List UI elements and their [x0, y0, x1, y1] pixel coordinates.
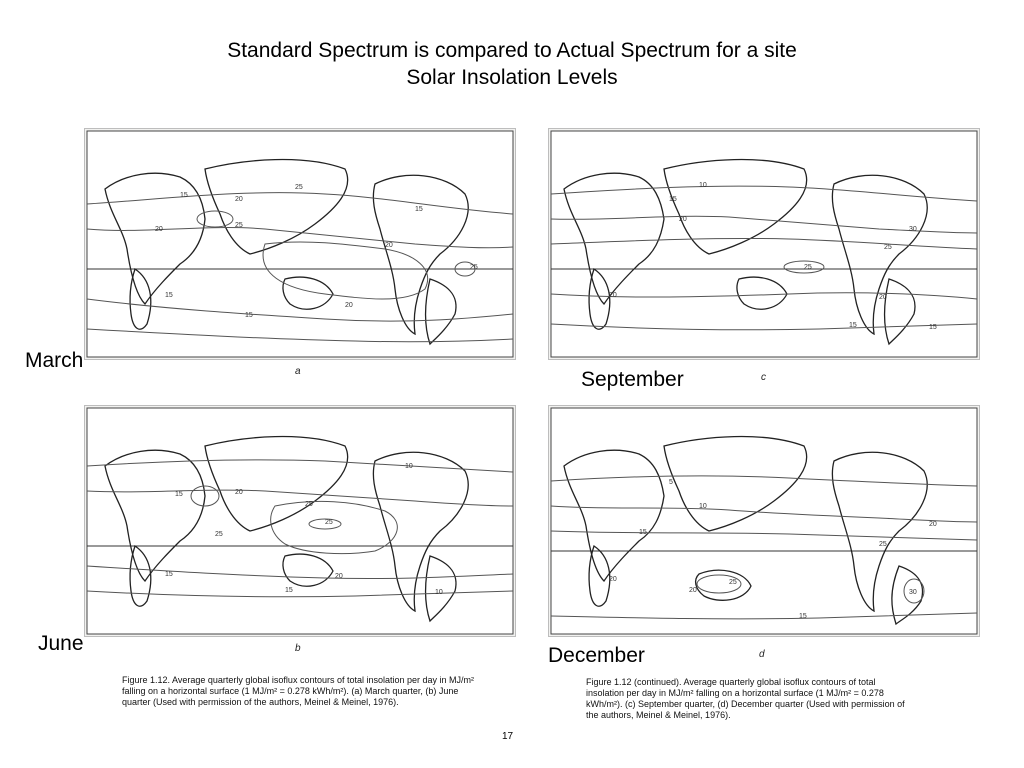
contour-label: 25 [879, 541, 887, 548]
contour-label: 15 [639, 529, 647, 536]
contour-label: 15 [175, 491, 183, 498]
contour-label: 25 [470, 264, 478, 271]
season-label-march: March [25, 349, 84, 372]
contour-label: 15 [669, 196, 677, 203]
contour-label: 30 [909, 589, 917, 596]
contour-label: 15 [180, 192, 188, 199]
panel-letter-c: c [761, 372, 766, 383]
contour-label: 20 [155, 226, 163, 233]
contour-label: 20 [879, 294, 887, 301]
contour-label: 15 [245, 312, 253, 319]
contour-label: 25 [804, 264, 812, 271]
map-panel-june [84, 405, 516, 654]
contour-label: 25 [305, 501, 313, 508]
contour-label: 15 [415, 206, 423, 213]
contour-label: 20 [609, 292, 617, 299]
season-label-december: December [548, 644, 645, 667]
contour-label: 15 [165, 571, 173, 578]
contour-label: 10 [699, 503, 707, 510]
world-map-september [549, 129, 979, 359]
contour-label: 15 [799, 613, 807, 620]
panel-letter-b: b [295, 643, 301, 654]
world-map-december [549, 406, 979, 636]
contour-label: 15 [285, 587, 293, 594]
contour-label: 20 [609, 576, 617, 583]
contour-label: 25 [884, 244, 892, 251]
panel-letter-d: d [759, 649, 765, 660]
contour-label: 25 [215, 531, 223, 538]
figure-caption-left: Figure 1.12. Average quarterly global isoflux contours of total insolation per day in MJ/m² falling on a horizontal surface (1 MJ/m² = 0.278 kWh/m²). (a) March quarter, (b) June quarter (Used with permission of the authors, Meinel & Meinel, 1976). [122, 675, 475, 707]
contour-label: 20 [929, 521, 937, 528]
page-number: 17 [502, 731, 514, 742]
panel-letter-a: a [295, 366, 301, 377]
contour-label: 25 [235, 222, 243, 229]
contour-label: 20 [679, 216, 687, 223]
world-map-june [85, 406, 515, 636]
contour-label: 10 [405, 463, 413, 470]
contour-label: 20 [385, 242, 393, 249]
contour-label: 20 [345, 302, 353, 309]
contour-label: 25 [729, 579, 737, 586]
contour-label: 15 [929, 324, 937, 331]
contour-label: 10 [435, 589, 443, 596]
contour-label: 20 [235, 489, 243, 496]
contour-label: 30 [909, 226, 917, 233]
contour-label: 25 [295, 184, 303, 191]
slide-title-line-2: Solar Insolation Levels [406, 66, 618, 89]
season-label-september: September [581, 368, 684, 391]
contour-label: 20 [689, 587, 697, 594]
season-label-june: June [38, 632, 84, 655]
slide-title-line-1: Standard Spectrum is compared to Actual Spectrum for a site [227, 39, 797, 62]
contour-label: 20 [335, 573, 343, 580]
map-panel-march [84, 128, 516, 377]
contour-label: 15 [849, 322, 857, 329]
contour-label: 15 [165, 292, 173, 299]
contour-label: 20 [235, 196, 243, 203]
figure-caption-right: Figure 1.12 (continued). Average quarterly global isoflux contours of total insolation per day in MJ/m² falling on a horizontal surface (1 MJ/m² = 0.278 kWh/m²). (c) September quarter, (d) December quarter (Used with permission of the authors, Meinel & Meinel, 1976). [586, 677, 905, 720]
contour-label: 5 [669, 479, 673, 486]
contour-label: 25 [325, 519, 333, 526]
world-map-march [85, 129, 515, 359]
contour-label: 10 [699, 182, 707, 189]
